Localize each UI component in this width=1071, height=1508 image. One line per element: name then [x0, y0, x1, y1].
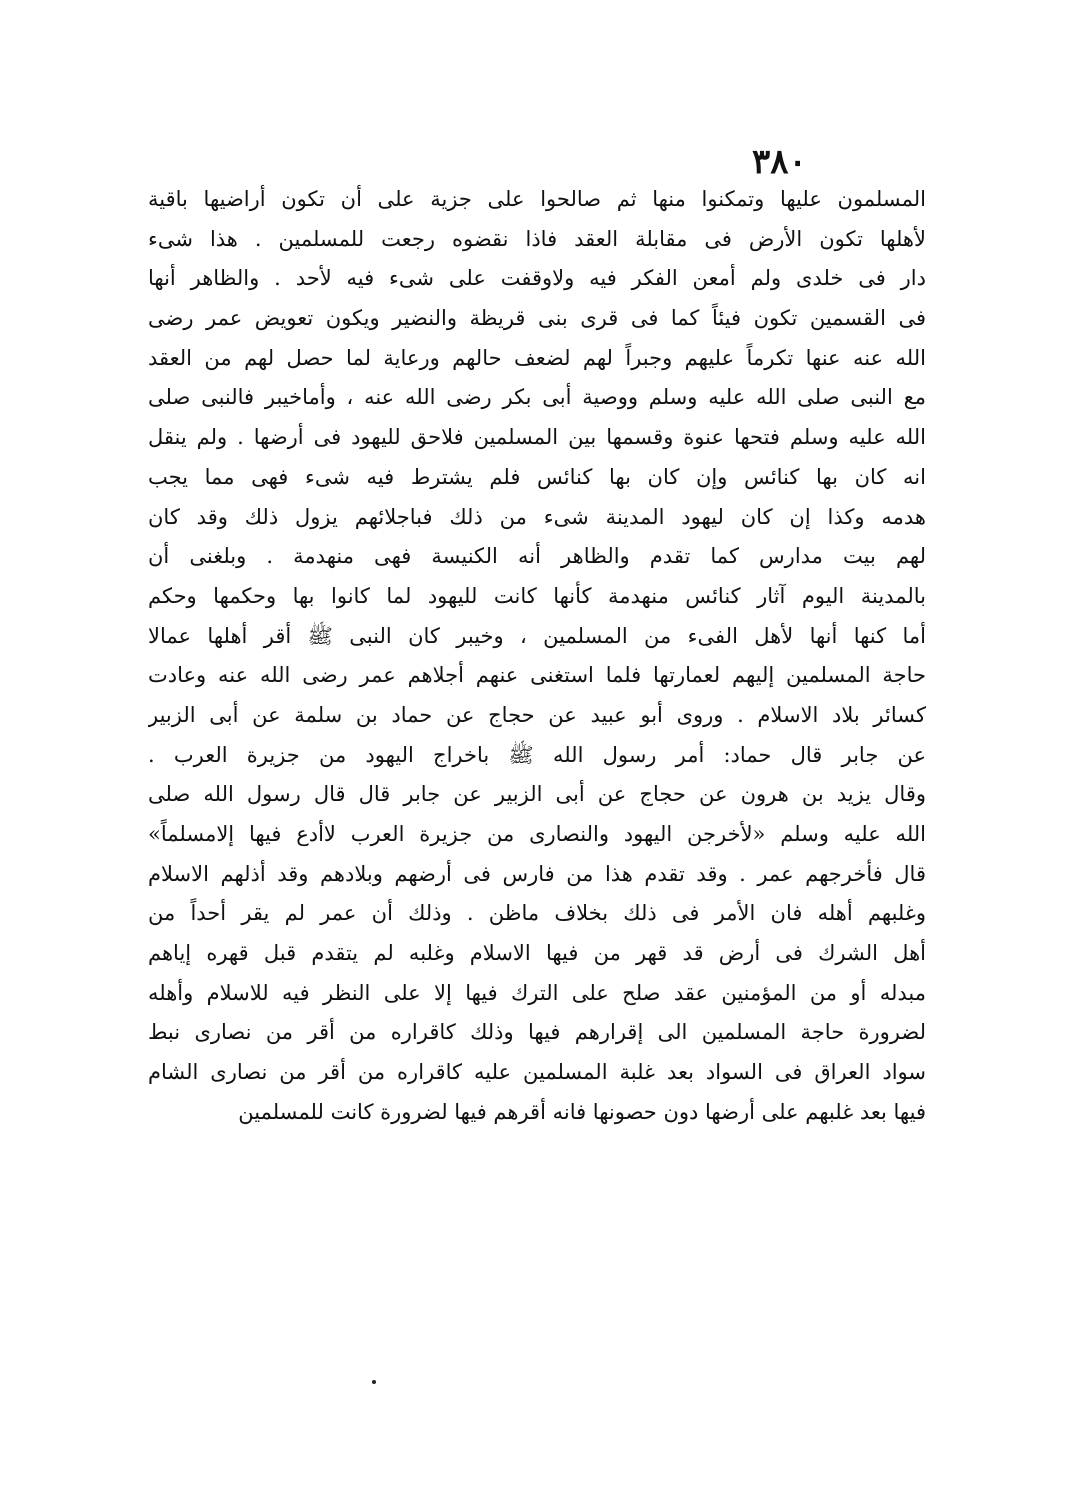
text-line: فى القسمين تكون فيئاً كما فى قرى بنى قريظة والنضير ويكون تعويض عمر رضى: [148, 306, 926, 331]
text-line: الله عليه وسلم فتحها عنوة وقسمها بين المسلمين فلاحق لليهود فى أرضها . ولم ينقل: [148, 425, 926, 450]
text-line: الله عليه وسلم «لأخرجن اليهود والنصارى من جزيرة العرب لاأدع فيها إلامسلماً»: [148, 822, 926, 846]
text-line: حاجة المسلمين إليهم لعمارتها فلما استغنى عنهم أجلاهم عمر رضى الله عنه وعادت: [148, 663, 926, 688]
text-line: عن جابر قال حماد: أمر رسول الله ﷺ باخراج اليهود من جزيرة العرب .: [148, 742, 926, 767]
text-line: فيها بعد غلبهم على أرضها دون حصونها فانه أقرهم فيها لضرورة كانت للمسلمين: [238, 1099, 926, 1124]
text-line: لأهلها تكون الأرض فى مقابلة العقد فاذا نقضوه رجعت للمسلمين . هذا شىء: [148, 226, 926, 251]
text-line: قال فأخرجهم عمر . وقد تقدم هذا من فارس فى أرضهم وبلادهم وقد أذلهم الاسلام: [148, 861, 926, 886]
text-line: بالمدينة اليوم آثار كنائس منهدمة كأنها كانت لليهود لما كانوا بها وحكمها وحكم: [148, 583, 926, 608]
text-line: سواد العراق فى السواد بعد غلبة المسلمين عليه كاقراره من أقر من نصارى الشام: [148, 1060, 926, 1085]
text-line: وغلبهم أهله فان الأمر فى ذلك بخلاف ماظن . وذلك أن عمر لم يقر أحداً من: [148, 901, 926, 926]
text-line: لضرورة حاجة المسلمين الى إقرارهم فيها وذلك كاقراره من أقر من نصارى نبط: [148, 1020, 926, 1045]
text-line: انه كان بها كنائس وإن كان بها كنائس فلم يشترط فيه شىء فهى مما يجب: [148, 464, 926, 489]
footer-dot: [372, 1380, 376, 1384]
text-line: هدمه وكذا إن كان ليهود المدينة شىء من ذلك فباجلائهم يزول ذلك وقد كان: [148, 504, 926, 529]
text-line: لهم بيت مدارس كما تقدم والظاهر أنه الكنيسة فهى منهدمة . وبلغنى أن: [148, 544, 926, 569]
text-line: أما كنها أنها لأهل الفىء من المسلمين ، وخيبر كان النبى ﷺ أقر أهلها عمالا: [148, 623, 926, 648]
text-line: مع النبى صلى الله عليه وسلم ووصية أبى بكر رضى الله عنه ، وأماخيبر فالنبى صلى: [148, 385, 926, 410]
text-line: وقال يزيد بن هرون عن حجاج عن أبى الزبير عن جابر قال قال رسول الله صلى: [148, 782, 926, 807]
text-line: الله عنه عنها تكرماً عليهم وجبراً لهم لضعف حالهم ورعاية لما حصل لهم من العقد: [148, 345, 926, 370]
body-text: [148, 180, 926, 1133]
text-line: أهل الشرك فى أرض قد قهر من فيها الاسلام وغلبه لم يتقدم قبل قهره إياهم: [148, 941, 926, 966]
text-line: مبدله أو من المؤمنين عقد صلح على الترك فيها إلا على النظر فيه للاسلام وأهله: [148, 980, 926, 1005]
page-number: ٣٨٠: [752, 142, 807, 182]
text-line: المسلمون عليها وتمكنوا منها ثم صالحوا على جزية على أن تكون أراضيها باقية: [148, 187, 926, 211]
text-line: كسائر بلاد الاسلام . وروى أبو عبيد عن حجاج عن حماد بن سلمة عن أبى الزبير: [148, 702, 926, 727]
text-line: دار فى خلدى ولم أمعن الفكر فيه ولاوقفت على شىء فيه لأحد . والظاهر أنها: [148, 266, 926, 291]
